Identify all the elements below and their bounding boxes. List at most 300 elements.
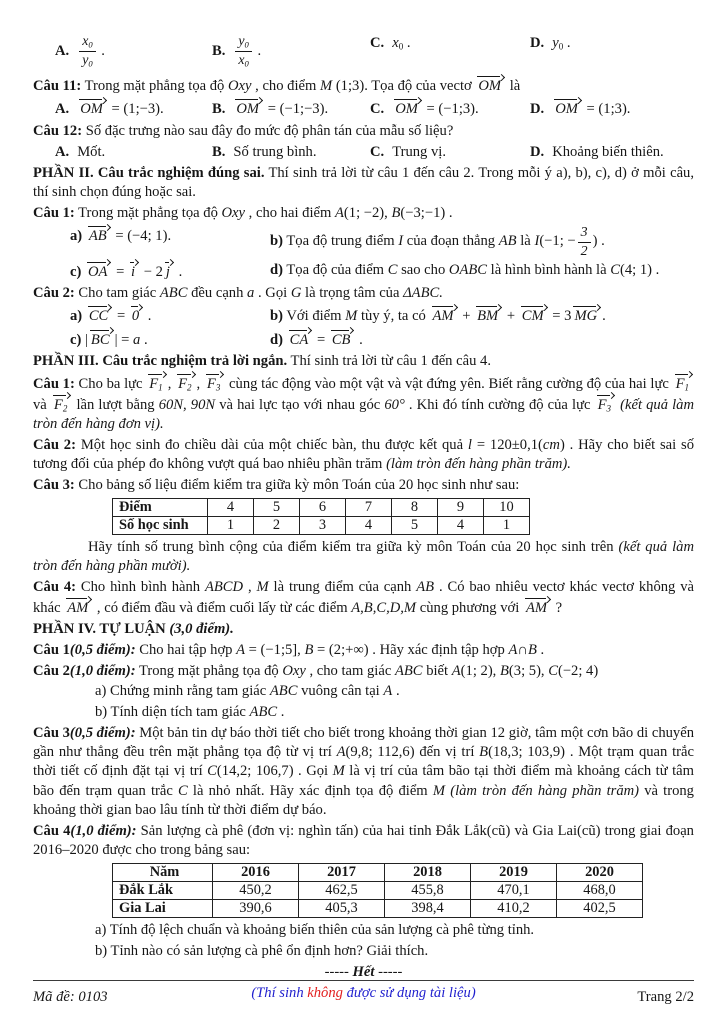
text-fragment: Số đặc trưng nào sau đây đo mức độ phân tán của mẫu số liệu? <box>82 122 454 139</box>
text-fragment: Câu 2: <box>33 285 75 302</box>
subscript: 0 <box>244 58 249 69</box>
fraction <box>578 225 591 259</box>
option-label: A. <box>55 101 70 118</box>
score-table <box>112 498 530 535</box>
text-fragment: (3; 5), <box>508 662 549 679</box>
vector-bc: BC <box>90 329 113 348</box>
text-fragment: Câu 1: <box>33 205 75 222</box>
text-fragment: (14,2; 106,7) <box>216 763 294 780</box>
table-cell: 5 <box>392 517 438 535</box>
text-fragment: M <box>345 308 358 325</box>
vector-j: j <box>165 261 173 280</box>
option-label: B. <box>212 143 226 160</box>
text-fragment: đến vị trí <box>414 744 480 761</box>
subscript: 2 <box>62 403 68 414</box>
text-fragment: PHẦN IV. TỰ LUẬN <box>33 621 170 638</box>
part2-q2-stem <box>33 284 694 303</box>
text-fragment: ) . <box>592 233 605 250</box>
table-cell: 2020 <box>557 864 643 882</box>
subscript: 0 <box>244 39 249 50</box>
text-fragment: . <box>602 308 606 325</box>
text-fragment: Câu 1 <box>33 641 70 658</box>
statement-b <box>270 225 694 259</box>
vector-f: F1 <box>148 373 165 393</box>
vector-am: AM <box>432 305 457 324</box>
text-fragment: Trong mặt phẳng tọa độ <box>81 78 228 95</box>
text-fragment: , cho tam giác <box>305 662 395 679</box>
exam-code: Mã đề: 0103 <box>33 988 108 1005</box>
text-fragment: là <box>506 78 521 95</box>
text-fragment: (0,5 điểm): <box>69 641 136 658</box>
text-fragment: . <box>563 35 571 51</box>
subscript: 1 <box>684 382 690 393</box>
text-fragment: ABC <box>394 662 423 679</box>
text-fragment: (9,8; 112,6) <box>345 744 415 761</box>
vector-om: OM <box>235 98 262 117</box>
part4-q1 <box>33 641 694 660</box>
text-fragment: A <box>335 205 344 222</box>
option-body <box>552 101 630 117</box>
fraction-main: x <box>82 34 89 49</box>
part4-q2a <box>33 682 694 701</box>
text-fragment: a) Chứng minh rằng tam giác <box>95 683 270 700</box>
text-fragment: G <box>290 285 302 302</box>
option-b <box>212 34 370 69</box>
part3-q2 <box>33 436 694 475</box>
vector-f: F2 <box>53 394 70 414</box>
text-fragment: 60° <box>384 396 405 413</box>
text-fragment: b) Tỉnh nào có sản lượng cà phê ổn định hơn? Giải thích. <box>95 942 429 959</box>
text-fragment: ) . Hãy cho biết sai số tương đối của phép đo không vượt quá bao nhiêu phần trăm <box>33 436 695 473</box>
table-row <box>113 517 530 535</box>
text-fragment: + <box>458 308 475 325</box>
fraction-main: y <box>82 53 89 69</box>
table-cell: Đắk Lắk <box>113 882 213 900</box>
subscript: 0 <box>88 39 93 50</box>
text-fragment: = (−1;5], <box>245 641 305 658</box>
text-fragment: Trong mặt phẳng tọa độ <box>135 662 283 679</box>
option-label: D. <box>530 143 545 160</box>
text-fragment: và <box>33 396 51 413</box>
text-fragment: Oxy <box>228 78 252 95</box>
part4-q2 <box>33 662 694 681</box>
text-fragment: Trung vị. <box>392 143 447 160</box>
table-cell: Gia Lai <box>113 900 213 918</box>
text-fragment: I <box>534 233 540 250</box>
text-fragment: Thí sinh trả lời từ câu 1 đến câu 2. Trong mỗi ý a), b), c), d) ở mỗi câu, thí sinh chọn đúng hoặc sai. <box>33 165 694 201</box>
text-fragment: d) <box>270 331 283 348</box>
table-row <box>113 499 530 517</box>
text-fragment: PHẦN II. Câu trắc nghiệm đúng sai. <box>33 165 265 182</box>
text-fragment: và trong khoảng thời gian bao lâu tính từ thời điểm dự báo. <box>33 782 694 818</box>
q10-options-row <box>33 34 694 69</box>
text-fragment: là nhỏ nhất. Hãy xác định tọa độ điểm <box>187 782 433 799</box>
text-fragment: . <box>144 308 152 325</box>
text-fragment: AB <box>416 579 435 596</box>
coffee-table <box>112 863 643 918</box>
text-fragment: (kết quả làm tròn đến hàng phần mười). <box>33 539 694 575</box>
part4-heading <box>33 620 694 639</box>
option-label: D. <box>530 101 545 118</box>
text-fragment: = <box>112 263 128 280</box>
text-fragment: Tọa độ trung điểm <box>282 233 399 250</box>
text-fragment: y <box>552 35 559 51</box>
fraction-main: y <box>238 34 245 49</box>
text-fragment: Mốt. <box>77 143 106 160</box>
subscript: 2 <box>186 382 192 393</box>
text-fragment: , <box>243 579 257 596</box>
option-body <box>233 34 262 69</box>
text-fragment <box>283 332 287 348</box>
vector-f: F2 <box>177 373 194 393</box>
text-fragment: , cho hai điểm <box>245 205 335 222</box>
text-fragment: b) Tính diện tích tam giác <box>95 704 250 721</box>
text-fragment: (3,0 điểm). <box>169 621 234 638</box>
vector-om: OM <box>394 98 421 117</box>
vector-cc: CC <box>88 305 111 324</box>
statement-d <box>270 329 694 350</box>
statement-c <box>70 261 270 282</box>
table-cell: 398,4 <box>385 900 471 918</box>
text-fragment: x <box>392 35 399 51</box>
text-fragment: , <box>196 375 204 392</box>
subscript: 3 <box>215 382 221 393</box>
table-cell: 3 <box>300 517 346 535</box>
text-fragment: C <box>207 763 217 780</box>
text-fragment: . <box>253 42 262 59</box>
text-fragment: | = <box>114 331 134 348</box>
text-fragment: = (1;3). <box>582 101 631 118</box>
vector-om: OM <box>79 98 106 117</box>
option-body <box>552 35 570 51</box>
fraction-numerator: 3 <box>578 225 591 242</box>
text-fragment: B <box>527 641 537 658</box>
vector-ab: AB <box>88 225 110 244</box>
part3-q3 <box>33 476 694 495</box>
text-fragment: Một bản tin dự báo thời tiết cho biết trong khoảng thời gian 12 giờ, tâm một cơn bão di chuyển gần như thẳng đều trên mặt phẳng tọa độ từ vị trí <box>33 724 694 761</box>
text-fragment: OABC <box>448 261 488 278</box>
part4-q2b <box>33 703 694 722</box>
text-fragment: . Tọa độ của vectơ <box>364 78 476 95</box>
text-fragment: B <box>499 662 509 679</box>
subscript: 0 <box>558 41 564 52</box>
option-b <box>212 98 370 119</box>
page-footer <box>33 980 694 1007</box>
text-fragment: | <box>81 331 88 348</box>
fraction-main: x <box>238 53 245 69</box>
text-fragment: . Gọi <box>293 763 333 780</box>
text-fragment: Trong mặt phẳng tọa độ <box>74 205 222 222</box>
text-fragment: . <box>536 641 545 658</box>
text-fragment: (làm tròn đến hàng phần trăm). <box>386 456 571 473</box>
option-d <box>530 143 694 162</box>
text-fragment: = (−4; 1). <box>111 228 172 245</box>
text-fragment: M <box>320 78 333 95</box>
text-fragment: C <box>387 261 398 278</box>
text-fragment: B <box>479 744 489 761</box>
statement-b <box>270 305 694 326</box>
vector-f: F1 <box>675 373 692 393</box>
text-fragment: biết <box>422 662 452 679</box>
text-fragment: là trọng tâm của <box>301 285 404 302</box>
part2-q1-stem <box>33 204 694 223</box>
table-cell: 7 <box>346 499 392 517</box>
text-fragment: ----- <box>374 964 403 981</box>
text-fragment: . Một trạm quan trắc thời tiết cố định đặt tại vị trí <box>33 744 694 780</box>
table-cell: 455,8 <box>385 882 471 900</box>
option-d <box>530 98 694 119</box>
text-fragment: ABC <box>159 285 188 302</box>
vector-oa: OA <box>87 261 110 280</box>
text-fragment: Câu 2: <box>33 436 76 453</box>
table-cell: 8 <box>392 499 438 517</box>
vector-f: F3 <box>597 394 614 414</box>
text-fragment: A <box>508 641 518 658</box>
table-cell: 10 <box>484 499 530 517</box>
text-fragment: (1; 2), <box>460 662 500 679</box>
part2-heading <box>33 164 694 203</box>
table-cell: 470,1 <box>471 882 557 900</box>
subscript: 1 <box>158 382 163 393</box>
text-fragment: , cho điểm <box>251 78 320 95</box>
text-fragment: + <box>503 308 519 325</box>
text-fragment: Cho hình bình hành <box>76 579 205 596</box>
text-fragment: ABC <box>249 704 278 721</box>
option-d <box>530 34 694 69</box>
text-fragment: Câu 3 <box>33 724 70 741</box>
q12-stem <box>33 122 694 141</box>
table-cell: 1 <box>208 517 254 535</box>
page-number: Trang 2/2 <box>637 988 694 1005</box>
text-fragment: Câu 2 <box>33 662 70 679</box>
text-fragment: A <box>336 744 346 761</box>
text-fragment <box>81 264 85 280</box>
table-cell: Năm <box>113 864 213 882</box>
text-fragment: = 120±0,1( <box>471 436 543 453</box>
table-cell: 468,0 <box>557 882 643 900</box>
text-fragment: , <box>167 375 176 392</box>
text-fragment: Số trung bình. <box>233 143 317 160</box>
text-fragment: vuông cân tại <box>297 683 384 700</box>
vector-om: OM <box>477 75 504 94</box>
part4-q3 <box>33 724 694 820</box>
text-fragment: Khoảng biến thiên. <box>552 143 664 160</box>
subscript: 0 <box>88 58 93 69</box>
option-body <box>233 101 328 117</box>
table-cell: 5 <box>254 499 300 517</box>
option-body <box>77 34 105 69</box>
table-cell: 462,5 <box>299 882 385 900</box>
text-fragment: = <box>113 308 129 325</box>
statement-a <box>70 225 270 259</box>
text-fragment: = (−1;3). <box>422 101 479 118</box>
option-body <box>392 35 410 51</box>
table-cell: 402,5 <box>557 900 643 918</box>
table-cell: 4 <box>346 517 392 535</box>
text-fragment: được sử dụng tài liệu) <box>342 985 476 1002</box>
text-fragment: 60N, 90N <box>158 396 216 413</box>
subscript: 0 <box>398 41 404 52</box>
text-fragment: Tọa độ của điểm <box>282 261 388 278</box>
option-label: C. <box>370 101 385 118</box>
text-fragment: Oxy <box>282 662 306 679</box>
part3-heading <box>33 352 694 371</box>
option-body <box>77 144 105 160</box>
text-fragment: Hãy tính số trung bình cộng của điểm kiểm tra giữa kỳ môn Toán của 20 học sinh trên <box>88 539 619 556</box>
part4-q4a <box>33 921 694 940</box>
vector-bm: BM <box>476 305 501 324</box>
text-fragment: M <box>332 763 345 780</box>
vector-cb: CB <box>331 329 354 348</box>
option-a <box>55 98 212 119</box>
table-cell: 410,2 <box>471 900 557 918</box>
part3-q1 <box>33 373 694 435</box>
part2-q1-row-cd <box>33 261 694 282</box>
option-a <box>55 34 212 69</box>
text-fragment: . <box>97 42 105 59</box>
text-fragment: C <box>548 662 558 679</box>
table-row <box>113 900 643 918</box>
text-fragment: . <box>403 35 411 51</box>
fraction-numerator <box>235 34 251 52</box>
part3-q4 <box>33 578 694 619</box>
text-fragment: . <box>174 263 183 280</box>
table-cell: Điểm <box>113 499 208 517</box>
text-fragment: tùy ý, ta có <box>357 308 430 325</box>
part2-q2-row-cd <box>33 329 694 350</box>
fraction-denominator <box>79 52 95 69</box>
part2-q1-row-ab <box>33 225 694 259</box>
text-fragment: Cho tam giác <box>74 285 160 302</box>
text-fragment: M <box>256 579 269 596</box>
table-row <box>113 882 643 900</box>
part4-q4b <box>33 942 694 961</box>
text-fragment: PHẦN III. Câu trắc nghiệm trả lời ngắn. <box>33 352 288 369</box>
text-fragment: không <box>307 985 343 1002</box>
text-fragment: . <box>277 704 285 721</box>
fraction-denominator: 2 <box>580 243 588 259</box>
text-fragment: (1,0 điểm): <box>69 662 136 679</box>
text-fragment: (làm tròn đến hàng phần trăm) <box>450 782 640 799</box>
text-fragment: Câu 1: <box>33 375 75 392</box>
text-fragment: = (2;+∞) <box>313 641 369 658</box>
text-fragment: , có điểm đầu và điểm cuối lấy từ các điểm <box>93 600 352 617</box>
text-fragment: = (−1;−3). <box>264 101 329 118</box>
table-cell: 4 <box>208 499 254 517</box>
text-fragment: lần lượt bằng <box>72 396 159 413</box>
table-cell: 6 <box>300 499 346 517</box>
vector-am: AM <box>66 597 91 616</box>
option-body <box>392 101 478 117</box>
vector-ca: CA <box>289 329 312 348</box>
vector-i: i <box>130 261 138 280</box>
text-fragment: B <box>391 205 401 222</box>
text-fragment: C <box>610 261 620 278</box>
text-fragment: Câu 4: <box>33 579 76 596</box>
table-cell: 1 <box>484 517 530 535</box>
text-fragment: (0,5 điểm): <box>69 724 136 741</box>
text-fragment: ΔABC. <box>403 285 443 302</box>
text-fragment: . Hãy xác định tập hợp <box>368 641 509 658</box>
text-fragment: A,B,C,D,M <box>351 600 417 617</box>
fraction-denominator <box>235 52 251 69</box>
text-fragment: Câu 11: <box>33 78 82 95</box>
text-fragment: cm <box>542 436 560 453</box>
q11-stem <box>33 75 694 96</box>
text-fragment: ∩ <box>517 641 528 658</box>
table-cell: 9 <box>438 499 484 517</box>
vector-cm: CM <box>521 305 547 324</box>
table-cell: 2018 <box>385 864 471 882</box>
option-label: B. <box>212 101 226 118</box>
text-fragment: sao cho <box>397 261 449 278</box>
text-fragment: ? <box>552 600 563 617</box>
text-fragment: của đoạn thẳng <box>403 233 499 250</box>
text-fragment: C <box>178 782 188 799</box>
text-fragment: l <box>467 436 472 453</box>
text-fragment: (1;3) <box>332 78 365 95</box>
option-label: B. <box>212 42 226 59</box>
text-fragment: d) <box>270 261 283 278</box>
vector-0: 0 <box>131 305 142 324</box>
text-fragment: Hết <box>352 964 375 981</box>
text-fragment: I <box>398 233 404 250</box>
text-fragment: (1,0 điểm): <box>70 822 137 839</box>
text-fragment: = <box>313 331 329 348</box>
text-fragment: Một học sinh đo chiều dài của một chiếc bàn, thu được kết quả <box>75 436 468 453</box>
text-fragment: (kết quả làm tròn đến hàng đơn vị). <box>33 396 695 433</box>
table-cell: 450,2 <box>213 882 299 900</box>
vector-am: AM <box>525 597 550 616</box>
statement-c <box>70 329 270 350</box>
text-fragment: (1; −2), <box>343 205 392 222</box>
text-fragment: (Thí sinh <box>251 985 308 1002</box>
text-fragment: là <box>516 233 535 250</box>
option-c <box>370 34 530 69</box>
fraction-numerator <box>79 34 95 52</box>
text-fragment: a <box>247 285 255 302</box>
text-fragment: cùng tác động vào một vật và vật đứng yên. Biết rằng cường độ của hai lực <box>225 375 673 392</box>
text-fragment <box>82 228 86 244</box>
text-fragment: ABCD <box>204 579 244 596</box>
text-fragment: M <box>432 782 446 799</box>
text-fragment: (18,3; 103,9) <box>488 744 566 761</box>
text-fragment: = (1;−3). <box>107 101 164 118</box>
text-fragment: là hình bình hành là <box>487 261 611 278</box>
text-fragment: . <box>140 331 148 348</box>
table-cell: 4 <box>438 517 484 535</box>
table-cell: Số học sinh <box>113 517 208 535</box>
subscript: 3 <box>606 403 612 414</box>
text-fragment: b) <box>270 233 283 250</box>
text-fragment: . Có bao nhiêu vectơ khác vectơ không và khác <box>33 579 694 617</box>
text-fragment: . <box>392 683 400 700</box>
option-label: D. <box>530 35 545 51</box>
text-fragment: A <box>383 683 393 700</box>
option-label: C. <box>370 143 385 160</box>
text-fragment: đều cạnh <box>187 285 248 302</box>
text-fragment: (4; 1) . <box>619 261 660 278</box>
option-c <box>370 98 530 119</box>
text-fragment: là trung điểm của cạnh <box>268 579 417 596</box>
text-fragment: ----- <box>324 964 353 981</box>
table-cell: 405,3 <box>299 900 385 918</box>
text-fragment: . <box>355 331 363 348</box>
option-c <box>370 143 530 162</box>
table-cell: 2017 <box>299 864 385 882</box>
option-b <box>212 143 370 162</box>
text-fragment: là vị trí của tâm bão tại thời điểm mà khoảng cách từ tâm bão đến trạm quan trắc <box>33 763 694 799</box>
